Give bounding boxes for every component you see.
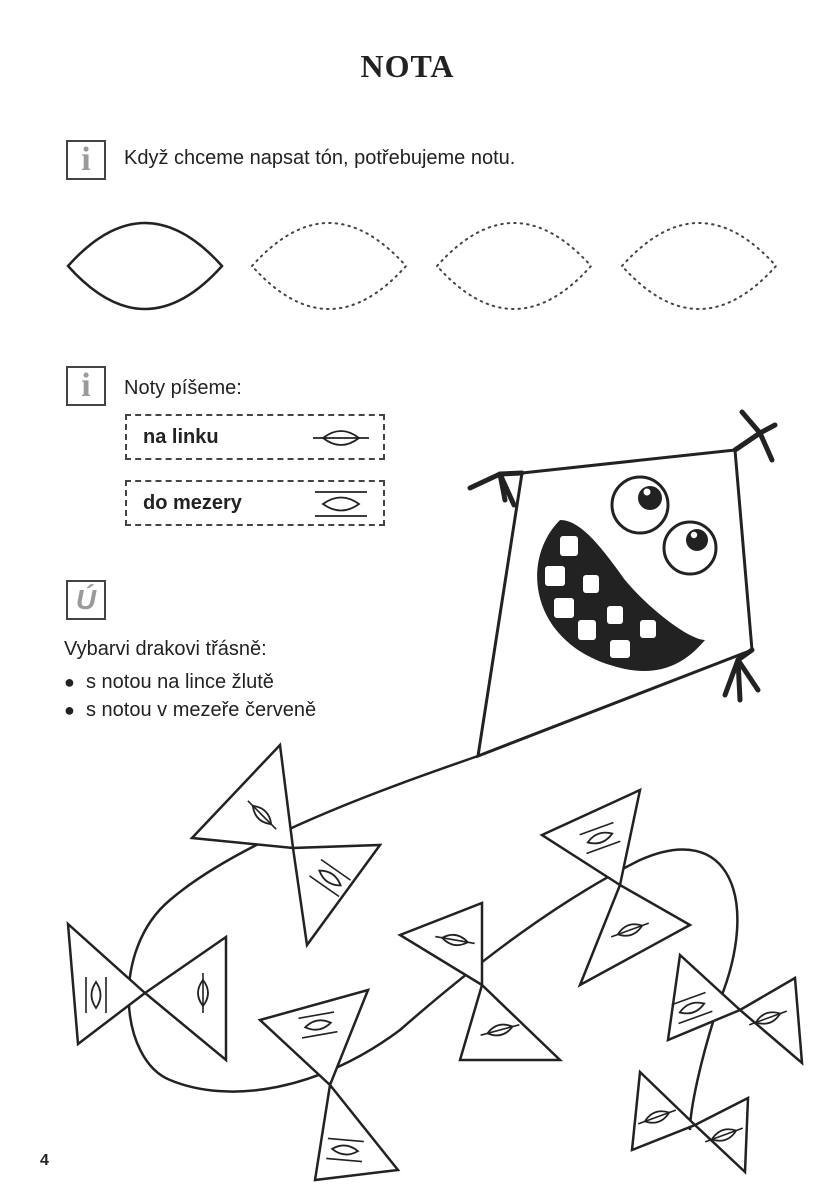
list-item: ● s notou na lince žlutě — [64, 668, 316, 696]
bullet-icon: ● — [64, 672, 75, 692]
task-icon-letter: Ú — [75, 584, 97, 615]
info-icon-letter: i — [81, 141, 91, 178]
info-icon-letter: i — [81, 367, 91, 404]
on-line-label: na linku — [143, 425, 219, 448]
notes-heading: Noty píšeme: — [124, 377, 242, 399]
in-space-label: do mezery — [143, 491, 242, 514]
page-number: 4 — [40, 1152, 49, 1169]
intro-text: Když chceme napsat tón, potřebujeme notu. — [124, 147, 516, 169]
page-title: NOTA — [360, 48, 455, 84]
bullet-icon: ● — [64, 700, 75, 720]
task-heading: Vybarvi drakovi třásně: — [64, 638, 267, 660]
list-item: ● s notou v mezeře červeně — [64, 696, 316, 724]
